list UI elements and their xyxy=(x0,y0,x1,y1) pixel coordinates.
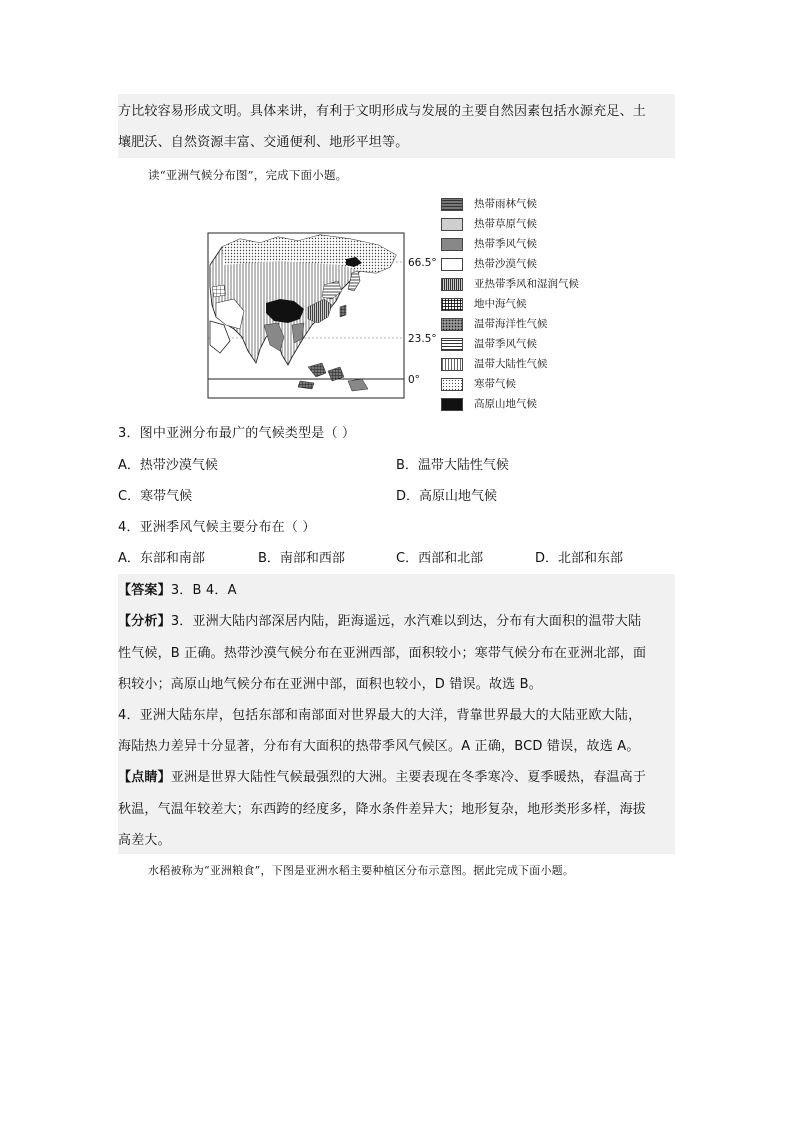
tip-text-1: 亚洲是世界大陆性气候最强烈的大洲。主要表现在冬季寒冷、夏季暖热，春温高于 xyxy=(170,770,647,785)
legend-label: 寒带气候 xyxy=(474,378,516,390)
legend-swatch-tropical-rainforest xyxy=(441,198,463,211)
q4-option-b: B．南部和西部 xyxy=(258,551,345,566)
asia-climate-map xyxy=(200,225,460,405)
q4-option-a: A．东部和南部 xyxy=(118,551,205,566)
q4-option-d: D．北部和东部 xyxy=(535,551,624,566)
intro-line-1: 方比较容易形成文明。具体来讲，有利于文明形成与发展的主要自然因素包括水源充足、土 xyxy=(118,104,647,119)
legend-label: 热带季风气候 xyxy=(474,238,537,250)
tip-line-1 xyxy=(118,770,646,786)
q3-option-d: D．高原山地气候 xyxy=(396,489,498,504)
legend-swatch-temperate-continental xyxy=(441,358,463,371)
legend-swatch-temperate-monsoon xyxy=(441,338,463,351)
legend-label: 地中海气候 xyxy=(474,298,527,310)
analysis-line-4: 4．亚洲大陆东岸，包括东部和南部面对世界最大的大洋，背靠世界最大的大陆亚欧大陆， xyxy=(118,708,642,723)
q4-option-c: C．西部和北部 xyxy=(396,551,484,566)
legend-label: 热带草原气候 xyxy=(474,218,537,230)
tip-line-3: 高差大。 xyxy=(118,833,171,848)
legend-label: 热带雨林气候 xyxy=(474,198,537,210)
lat-label-arctic: 66.5° xyxy=(408,257,437,269)
legend-swatch-temperate-oceanic xyxy=(441,318,463,331)
legend-label: 温带海洋性气候 xyxy=(474,318,548,330)
intro-line-2: 壤肥沃、自然资源丰富、交通便利、地形平坦等。 xyxy=(118,135,409,150)
lat-label-equator: 0° xyxy=(408,374,420,386)
q3-option-b: B．温带大陆性气候 xyxy=(396,458,509,473)
legend-label: 温带大陆性气候 xyxy=(474,358,548,370)
q4-stem: 4．亚洲季风气候主要分布在（ ） xyxy=(118,520,316,535)
q3-option-c: C．寒带气候 xyxy=(118,489,193,504)
legend-swatch-mediterranean xyxy=(441,298,463,311)
legend-swatch-cold xyxy=(441,378,463,391)
legend-label: 温带季风气候 xyxy=(474,338,537,350)
answer-tag: 【答案】 xyxy=(118,583,171,598)
map-prompt: 读“亚洲气候分布图”，完成下面小题。 xyxy=(148,168,348,182)
lat-label-tropic: 23.5° xyxy=(408,333,437,345)
rice-prompt: 水稻被称为“亚洲粮食”，下图是亚洲水稻主要种植区分布示意图。据此完成下面小题。 xyxy=(148,864,575,877)
tip-tag: 【点睛】 xyxy=(118,770,171,785)
legend-label: 热带沙漠气候 xyxy=(474,258,537,270)
answer-text: 3．B 4．A xyxy=(170,583,237,598)
legend-swatch-subtropical-monsoon xyxy=(441,278,463,291)
tip-line-2: 秋温，气温年较差大；东西跨的经度多，降水条件差异大；地形复杂，地形类形多样，海拔 xyxy=(118,802,647,817)
analysis-text-1: 3．亚洲大陆内部深居内陆，距海遥远，水汽难以到达，分布有大面积的温带大陆 xyxy=(170,614,642,629)
analysis-line-3: 积较小；高原山地气候分布在亚洲中部，面积也较小，D 错误。故选 B。 xyxy=(118,677,542,692)
analysis-line-1 xyxy=(118,614,641,630)
legend-swatch-highland xyxy=(441,398,463,411)
legend-swatch-tropical-savanna xyxy=(441,218,463,231)
analysis-line-2: 性气候，B 正确。热带沙漠气候分布在亚洲西部，面积较小；寒带气候分布在亚洲北部，面 xyxy=(118,646,647,661)
q3-stem: 3．图中亚洲分布最广的气候类型是（ ） xyxy=(118,426,356,441)
analysis-tag: 【分析】 xyxy=(118,614,171,629)
q3-option-a: A．热带沙漠气候 xyxy=(118,458,218,473)
answer-line xyxy=(118,583,237,599)
legend-swatch-tropical-monsoon xyxy=(441,238,463,251)
legend-label: 亚热带季风和湿润气候 xyxy=(474,278,579,290)
legend-label: 高原山地气候 xyxy=(474,398,537,410)
legend-swatch-tropical-desert xyxy=(441,258,463,271)
analysis-line-5: 海陆热力差异十分显著，分布有大面积的热带季风气候区。A 正确，BCD 错误，故选 A。 xyxy=(118,739,640,754)
